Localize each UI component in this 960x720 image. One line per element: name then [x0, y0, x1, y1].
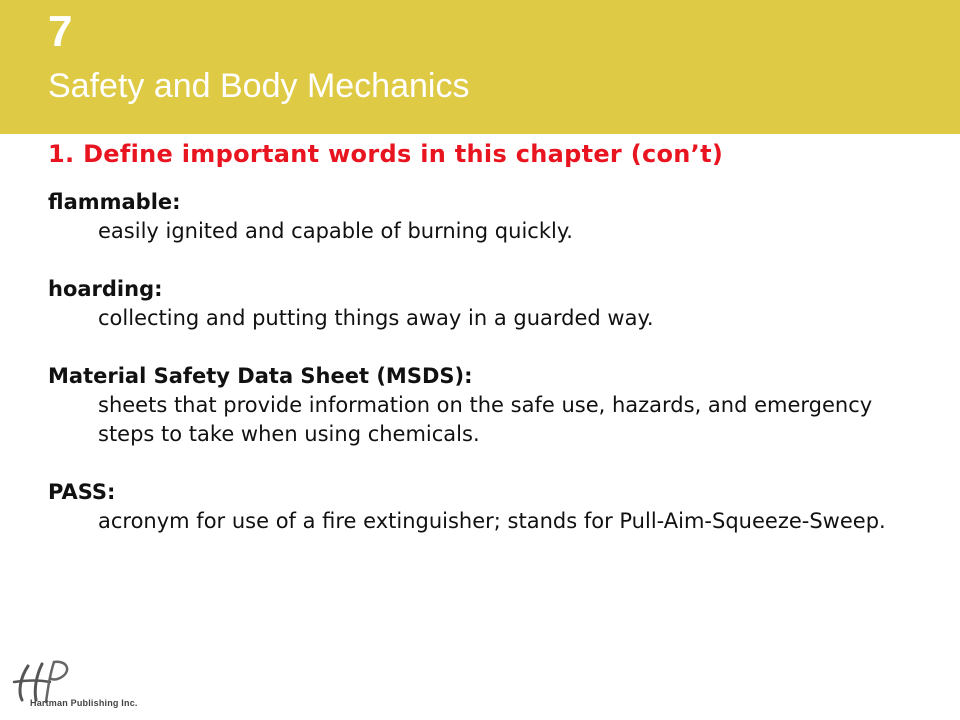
- chapter-title: Safety and Body Mechanics: [48, 67, 470, 105]
- term-label: hoarding:: [48, 277, 163, 301]
- term-item-flammable: [48, 188, 928, 246]
- term-item-pass: [48, 478, 928, 536]
- publisher-name: Hartman Publishing Inc.: [30, 698, 138, 708]
- chapter-number: 7: [48, 7, 73, 56]
- term-label: Material Safety Data Sheet (MSDS):: [48, 364, 473, 388]
- term-item-msds: [48, 362, 928, 449]
- section-heading: 1. Define important words in this chapter (con’t): [48, 140, 724, 168]
- term-definition: easily ignited and capable of burning quickly.: [98, 219, 573, 243]
- term-label: flammable:: [48, 190, 181, 214]
- chapter-banner: [0, 0, 960, 134]
- term-label: PASS:: [48, 480, 116, 504]
- term-definition: sheets that provide information on the safe use, hazards, and emergency steps to take when using chemicals.: [98, 393, 873, 446]
- term-definition: acronym for use of a fire extinguisher; stands for Pull-Aim-Squeeze-Sweep.: [98, 509, 886, 533]
- term-list: [48, 188, 928, 565]
- term-definition: collecting and putting things away in a guarded way.: [98, 306, 654, 330]
- term-item-hoarding: [48, 275, 928, 333]
